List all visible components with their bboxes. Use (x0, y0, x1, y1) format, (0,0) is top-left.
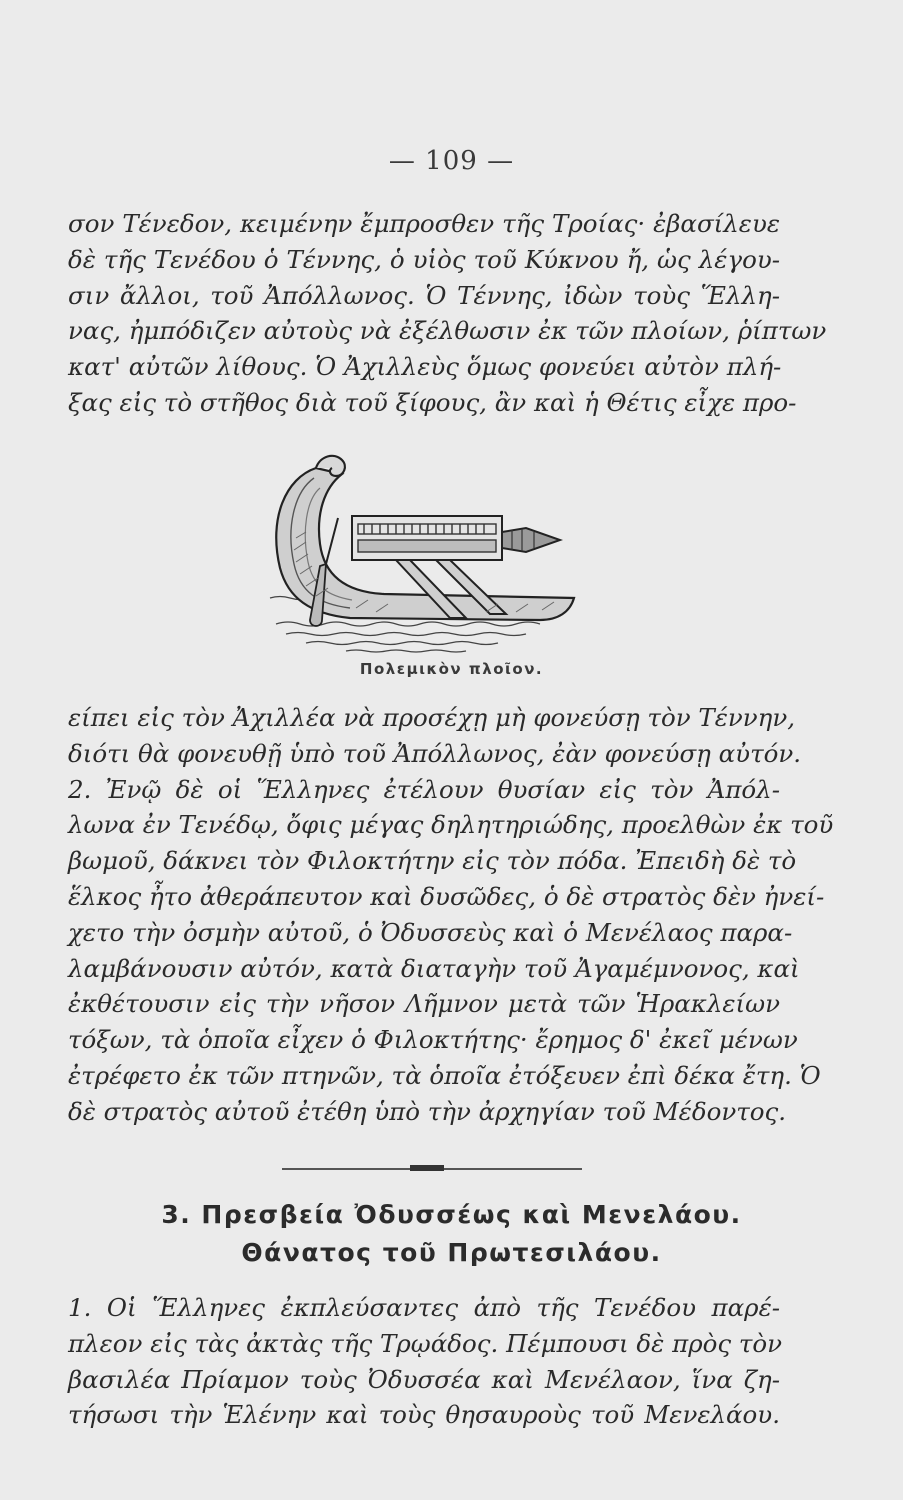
paragraph-1 (68, 206, 827, 421)
text-line: τήσωσι τὴν Ἑλένην καὶ τοὺς θησαυροὺς τοῦ Μενελάου. (68, 1400, 780, 1430)
text-line: ἐτρέφετο ἐκ τῶν πτηνῶν, τὰ ὁποῖα ἐτόξευεν ἐπὶ δέκα ἔτη. Ὁ (68, 1060, 821, 1090)
paragraph-2 (68, 700, 834, 1130)
text-line: βωμοῦ, δάκνει τὸν Φιλοκτήτην εἰς τὸν πόδα. Ἐπειδὴ δὲ τὸ (68, 846, 797, 876)
text-line: χετο τὴν ὀσμὴν αὐτοῦ, ὁ Ὀδυσσεὺς καὶ ὁ Μενέλαος παρα- (68, 917, 793, 947)
text-line: είπει εἰς τὸν Ἀχιλλέα νὰ προσέχῃ μὴ φονεύσῃ τὸν Τέννην, (68, 703, 796, 732)
text-line: ἕλκος ἦτο ἀθεράπευτον καὶ δυσῶδες, ὁ δὲ στρατὸς δὲν ἠνεί- (68, 881, 825, 911)
page-number: — 109 — (388, 146, 515, 176)
text-line: ξας εἰς τὸ στῆθος διὰ τοῦ ξίφους, ἂν καὶ ἡ Θέτις εἶχε προ- (68, 387, 797, 417)
warship-illustration-icon (256, 448, 576, 660)
text-line: νας, ἠμπόδιζεν αὐτοὺς νὰ ἐξέλθωσιν ἐκ τῶν πλοίων, ῥίπτων (68, 316, 827, 346)
text-line: δὲ τῆς Τενέδου ὁ Τέννης, ὁ υἱὸς τοῦ Κύκνου ἤ, ὡς λέγου- (68, 244, 780, 274)
text-line: διότι θὰ φονευθῇ ὑπὸ τοῦ Ἀπόλλωνος, ἐὰν φονεύσῃ αὐτόν. (68, 738, 802, 768)
text-line: 2. Ἐνῷ δὲ οἱ Ἕλληνες ἐτέλουν θυσίαν εἰς τὸν Ἀπόλ- (68, 774, 780, 804)
text-line: λαμβάνουσιν αὐτόν, κατὰ διαταγὴν τοῦ Ἀγαμέμνονος, καὶ (68, 953, 800, 983)
section-divider-mark (410, 1165, 444, 1171)
section-heading: 3. Πρεσβεία Ὀδυσσέως καὶ Μενελάου. (161, 1200, 742, 1229)
text-line: πλεον εἰς τὰς ἀκτὰς τῆς Τρῳάδος. Πέμπουσι δὲ πρὸς τὸν (68, 1328, 783, 1358)
text-line: τόξων, τὰ ὁποῖα εἶχεν ὁ Φιλοκτήτης· ἔρημος δ' ἐκεῖ μένων (68, 1025, 798, 1055)
paragraph-3 (68, 1290, 783, 1433)
section-subheading: Θάνατος τοῦ Πρωτεσιλάου. (241, 1238, 662, 1267)
text-line: βασιλέα Πρίαμον τοὺς Ὀδυσσέα καὶ Μενέλαον, ἵνα ζη- (68, 1364, 780, 1394)
text-line: δὲ στρατὸς αὐτοῦ ἐτέθη ὑπὸ τὴν ἀρχηγίαν τοῦ Μέδοντος. (68, 1096, 787, 1126)
figure-caption: Πολεμικὸν πλοῖον. (359, 660, 544, 678)
text-line: σιν ἄλλοι, τοῦ Ἀπόλλωνος. Ὁ Τέννης, ἰδὼν τοὺς Ἕλλη- (68, 280, 780, 310)
text-line: 1. Οἱ Ἕλληνες ἐκπλεύσαντες ἀπὸ τῆς Τενέδου παρέ- (68, 1293, 780, 1322)
text-line: ἐκθέτουσιν εἰς τὴν νῆσον Λῆμνον μετὰ τῶν Ἡρακλείων (68, 989, 780, 1019)
text-line: σον Τένεδον, κειμένην ἔμπροσθεν τῆς Τροίας· ἐβασίλευε (68, 209, 780, 238)
text-line: κατ' αὐτῶν λίθους. Ὁ Ἀχιλλεὺς ὅμως φονεύει αὐτὸν πλή- (68, 352, 782, 382)
text-line: λωνα ἐν Τενέδῳ, ὄφις μέγας δηλητηριώδης, προελθὼν ἐκ τοῦ (68, 810, 834, 840)
